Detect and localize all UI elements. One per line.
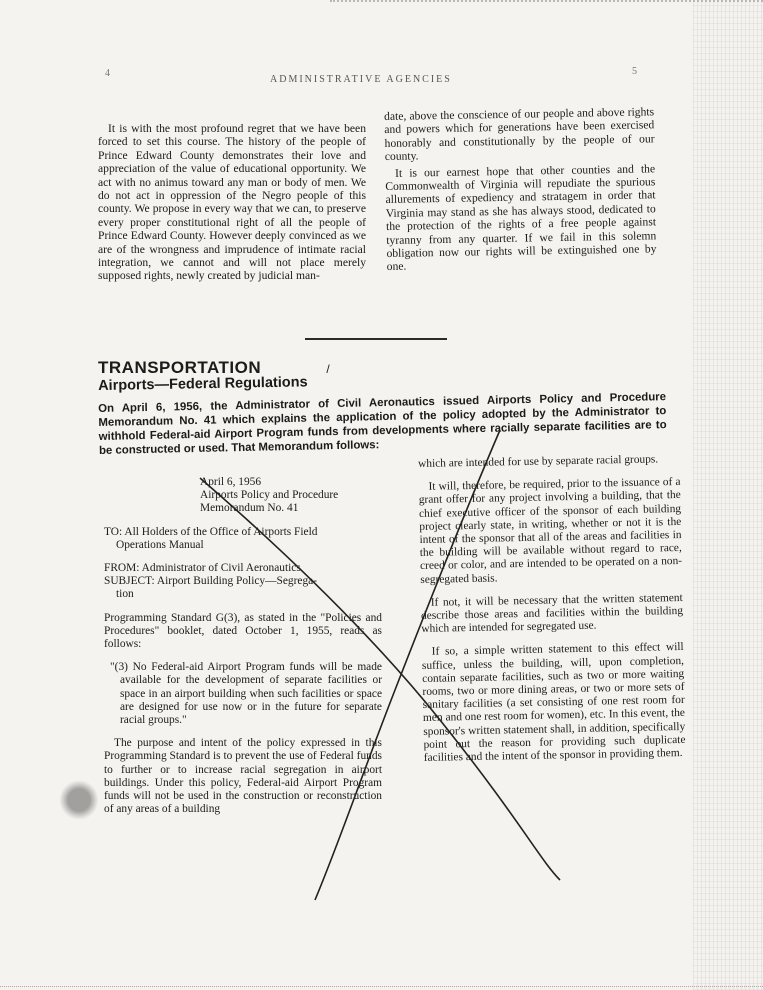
paragraph: It is our earnest hope that other counties and the Commonwealth of Virginia will repudiate the spurious allurements of expediency and stratagem in order that Virginia may stand as she has always stood, dedicated to the protection of the rights of a free people against tyranny from any quarter. If we fail in this solemn obligation now our rights will be extinguished one by one. [385, 161, 657, 274]
memo-from-subject [104, 562, 382, 602]
top-right-column [384, 105, 657, 277]
quoted-standard: "(3) No Federal-aid Airport Program funds will be made available for the development of separate facilities or space in an airport building when such facilities or space are designed for use now or in the future for separate racial groups." [110, 661, 382, 727]
ink-smudge [60, 780, 98, 820]
scan-top-border [330, 0, 763, 4]
running-header: ADMINISTRATIVE AGENCIES [270, 74, 452, 85]
memo-to-field [104, 526, 382, 552]
heading-mark: / [326, 362, 331, 376]
memo-subject-cont: tion [116, 588, 134, 601]
memo-right-column [418, 453, 686, 775]
memo-title-line: Airports Policy and Procedure [200, 489, 339, 502]
heading-text: TRANSPORTATION [98, 358, 262, 377]
paragraph: which are intended for use by separate racial groups. [418, 453, 659, 470]
memo-title-line: Memorandum No. 41 [200, 502, 299, 515]
page-number: 4 [105, 68, 110, 79]
memo-subject: SUBJECT: Airport Building Policy—Segrega- [104, 575, 318, 588]
paragraph: It is with the most profound regret that we have been forced to set this course. The history of the people of Prince Edward County demonstrates their love and appreciation of the value of educational opportunity. We act with no animus toward any man or body of men. We do not act in oppression of the Negro people of this county. We propose in every way that we can, to preserve every proper constitutional right of all the people of Prince Edward County. However deeply convinced as we are of the wrongness and imprudence of intimate racial integration, we cannot and will not place merely supposed rights, newly created by judicial man- [98, 122, 366, 283]
memo-heading-block [200, 476, 382, 516]
paragraph: If so, a simple written statement to this effect will suffice, unless the building, will, upon completion, contain separate facilities, such as two or more waiting rooms, two or more dining areas, or two or more sets of sanitary facilities (a set consisting of one rest room for men and one rest room for women), etc. In this event, the sponsor's written statement shall, in addition, specifically point out the reason for providing such duplicate facilities and the intent of the sponsor in providing them. [421, 641, 686, 765]
scan-bottom-border [0, 986, 763, 987]
section-divider [305, 338, 447, 340]
paragraph: The purpose and intent of the policy expressed in this Programming Standard is to prevent the use of Federal funds to further or to increase racial segregation in airport buildings. Under this policy, Federal-aid Airport Program funds will not be used in the construction or reconstruction of any areas of a building [104, 737, 382, 816]
paragraph: Programming Standard G(3), as stated in the "Policies and Procedures" booklet, dated October 1, 1955, reads as follows: [104, 611, 382, 651]
memo-to: TO: All Holders of the Office of Airports Field [104, 525, 318, 538]
memo-to-cont: Operations Manual [116, 538, 204, 551]
paragraph: date, above the conscience of our people and above rights and powers which for generations have been exercised honorably and constitutionally by the people of our county. [384, 105, 655, 164]
memo-date: April 6, 1956 [200, 476, 262, 488]
section-intro: On April 6, 1956, the Administrator of Civil Aeronautics issued Airports Policy and Procedure Memorandum No. 41 which explains the application of the policy adopted by the Administrator to withhold Federal-aid Airport Program funds from developments where racially separate facilities are to be constructed or used. That Memorandum follows: [98, 391, 667, 457]
section-subheading: Airports—Federal Regulations [98, 374, 308, 394]
memo-from: FROM: Administrator of Civil Aeronautics [104, 562, 301, 575]
memo-left-column [104, 476, 382, 826]
top-left-column [98, 122, 366, 286]
paragraph: If not, it will be necessary that the written statement describe those areas and facilities within the building which are intended for segregated use. [420, 591, 684, 636]
scan-noise-strip [693, 0, 763, 990]
corner-mark: 5 [632, 66, 637, 77]
paragraph: It will, therefore, be required, prior to the issuance of a grant offer for any project involving a building, that the chief executive officer of the sponsor of each building project clearly state, in writing, whether or not it is the intent of the sponsor that all of the areas and facilities in the building will be available without regard to race, creed or color, and are intended to be operated on a non-segregated basis. [418, 476, 683, 586]
